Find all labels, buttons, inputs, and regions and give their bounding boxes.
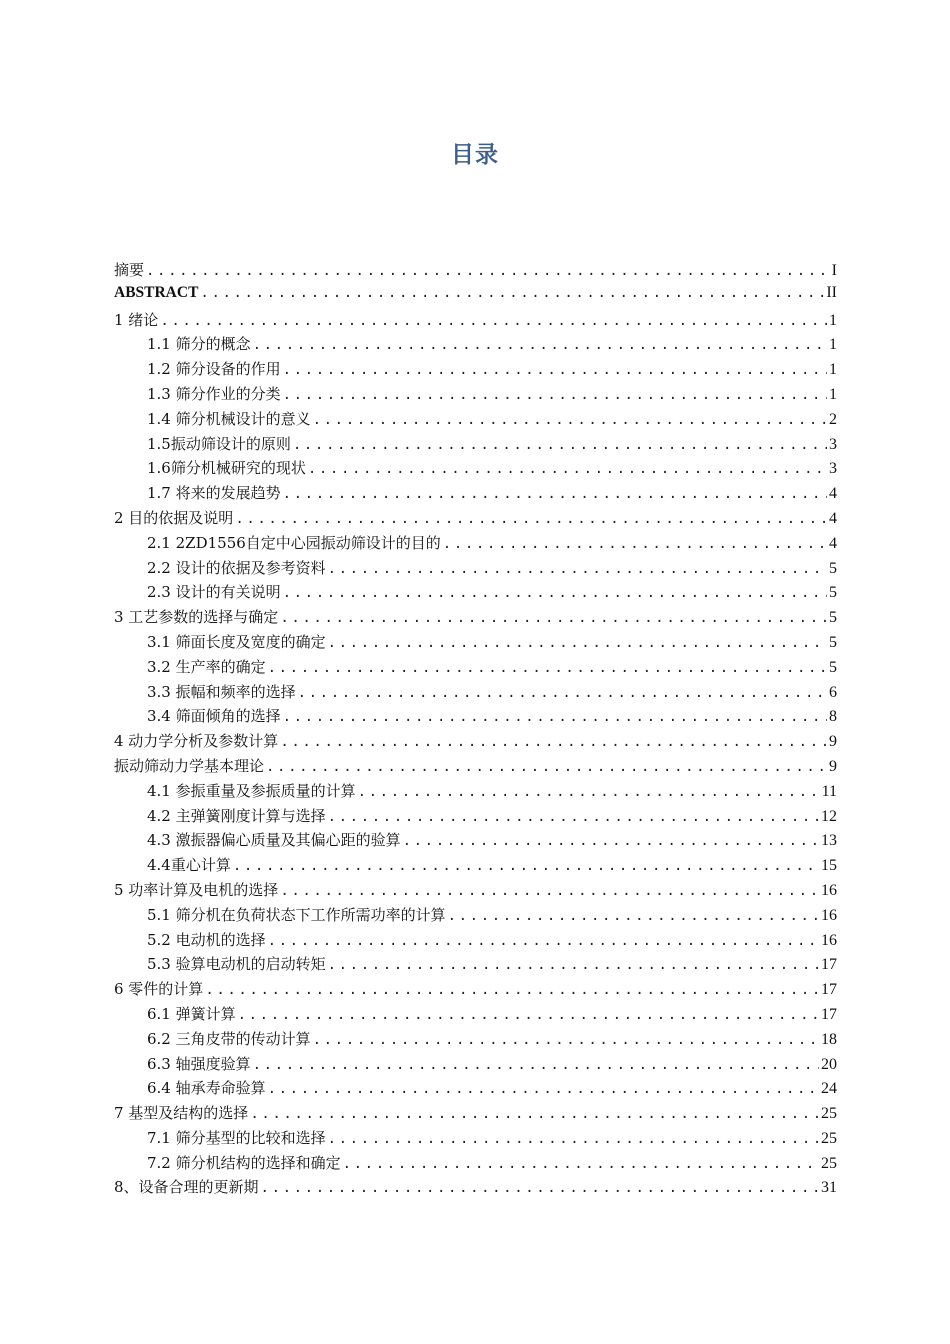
toc-dot-leader	[343, 1156, 819, 1172]
toc-entry-label: 5 功率计算及电机的选择	[114, 880, 279, 899]
toc-entry-label: 1.5振动筛设计的原则	[147, 434, 291, 453]
toc-entry-label: 4.1 参振重量及参振质量的计算	[147, 781, 356, 800]
toc-dot-leader	[443, 536, 827, 552]
toc-entry-label: 1.3 筛分作业的分类	[147, 384, 281, 403]
toc-dot-leader	[268, 933, 819, 949]
toc-dot-leader	[253, 337, 827, 353]
toc-entry[interactable]	[114, 879, 837, 904]
toc-entry[interactable]	[114, 1127, 837, 1152]
toc-entry[interactable]	[114, 904, 837, 929]
toc-entry-label: 7.2 筛分机结构的选择和确定	[147, 1153, 341, 1172]
toc-entry-page-number: 16	[821, 881, 837, 899]
toc-entry[interactable]	[114, 557, 837, 582]
toc-entry[interactable]	[114, 408, 837, 433]
toc-entry-page-number: 9	[829, 757, 837, 775]
toc-entry-page-number: 17	[821, 981, 837, 999]
toc-entry-page-number: II	[826, 283, 837, 301]
toc-dot-leader	[250, 1106, 819, 1122]
toc-entry-label: 3.3 振幅和频率的选择	[147, 682, 296, 701]
toc-entry[interactable]	[114, 333, 837, 358]
toc-entry-label: 5.2 电动机的选择	[147, 930, 266, 949]
toc-dot-leader	[313, 412, 827, 428]
toc-entry-page-number: I	[831, 262, 837, 279]
toc-entry[interactable]	[114, 1152, 837, 1177]
toc-entry-page-number: 9	[829, 733, 837, 751]
toc-entry-page-number: 1	[829, 385, 837, 403]
toc-entry-page-number: 4	[829, 485, 837, 503]
toc-entry-label: 1.4 筛分机械设计的意义	[147, 409, 311, 428]
toc-entry-page-number: 25	[821, 1105, 837, 1123]
toc-entry-page-number: 5	[829, 658, 837, 676]
toc-entry[interactable]	[114, 1053, 837, 1078]
toc-entry-label: 3.2 生产率的确定	[147, 657, 266, 676]
toc-dot-leader	[283, 362, 827, 378]
toc-dot-leader	[205, 982, 819, 998]
toc-entry-label: 4 动力学分析及参数计算	[114, 732, 279, 751]
toc-entry[interactable]	[114, 606, 837, 631]
toc-entry-label: 7 基型及结构的选择	[114, 1104, 249, 1123]
toc-entry-page-number: 6	[829, 683, 837, 701]
toc-dot-leader	[283, 486, 827, 502]
toc-entry[interactable]	[114, 309, 837, 334]
toc-entry-label: 2.1 2ZD1556自定中心园振动筛设计的目的	[147, 533, 441, 552]
toc-entry-page-number: 25	[821, 1129, 837, 1147]
toc-entry-label: 2 目的依据及说明	[114, 508, 234, 527]
toc-dot-leader	[328, 957, 819, 973]
toc-entry[interactable]	[114, 730, 837, 755]
toc-entry-label: 1 绪论	[114, 310, 159, 329]
toc-entry-page-number: 13	[821, 832, 837, 850]
toc-entry-label: ABSTRACT	[114, 283, 199, 301]
toc-entry[interactable]	[114, 482, 837, 507]
toc-dot-leader	[313, 1032, 819, 1048]
toc-entry-page-number: 17	[821, 1005, 837, 1023]
toc-entry[interactable]	[114, 854, 837, 879]
toc-dot-leader	[235, 511, 827, 527]
toc-entry-label: 3.1 筛面长度及宽度的确定	[147, 632, 326, 651]
toc-dot-leader	[266, 759, 827, 775]
toc-entry[interactable]	[114, 507, 837, 532]
toc-dot-leader	[283, 387, 827, 403]
toc-dot-leader	[283, 585, 827, 601]
toc-entry-label: 摘要	[114, 261, 145, 279]
toc-entry-label: 6.2 三角皮带的传动计算	[147, 1029, 311, 1048]
toc-entry-label: 5.1 筛分机在负荷状态下工作所需功率的计算	[147, 905, 446, 924]
toc-entry-page-number: 3	[829, 460, 837, 478]
toc-dot-leader	[358, 784, 820, 800]
toc-entry-label: 振动筛动力学基本理论	[114, 756, 265, 775]
toc-entry-page-number: 5	[829, 609, 837, 627]
toc-entry[interactable]	[114, 457, 837, 482]
toc-entry[interactable]	[114, 631, 837, 656]
toc-entry-label: 5.3 验算电动机的启动转矩	[147, 955, 326, 974]
toc-entry-page-number: 16	[821, 906, 837, 924]
toc-entry-page-number: 17	[821, 956, 837, 974]
toc-entry[interactable]	[114, 953, 837, 978]
toc-entry-page-number: 31	[821, 1179, 837, 1197]
toc-dot-leader	[328, 635, 827, 651]
toc-entry-label: 3 工艺参数的选择与确定	[114, 608, 279, 627]
toc-entry[interactable]	[114, 656, 837, 681]
toc-entry[interactable]	[114, 978, 837, 1003]
toc-entry-page-number: 5	[829, 633, 837, 651]
toc-entry[interactable]	[114, 358, 837, 383]
toc-dot-leader	[298, 685, 827, 701]
toc-dot-leader	[283, 709, 827, 725]
toc-dot-leader	[238, 1007, 819, 1023]
toc-entry-label: 4.4重心计算	[147, 856, 231, 875]
toc-entry-page-number: 5	[829, 584, 837, 602]
toc-entry[interactable]	[114, 433, 837, 458]
toc-entry[interactable]	[114, 581, 837, 606]
toc-entry-label: 6.3 轴强度验算	[147, 1054, 251, 1073]
toc-entry-label: 4.3 激振器偏心质量及其偏心距的验算	[147, 831, 401, 850]
toc-dot-leader	[293, 437, 827, 453]
toc-entry[interactable]	[114, 1102, 837, 1127]
toc-entry-page-number: 18	[821, 1030, 837, 1048]
toc-entry-label: 4.2 主弹簧刚度计算与选择	[147, 806, 326, 825]
toc-dot-leader	[233, 858, 819, 874]
toc-entry-page-number: 5	[829, 559, 837, 577]
toc-entry-page-number: 15	[821, 857, 837, 875]
toc-entry-page-number: 1	[829, 361, 837, 379]
toc-entry-label: 6.4 轴承寿命验算	[147, 1079, 266, 1098]
toc-entry-label: 6.1 弹簧计算	[147, 1004, 236, 1023]
toc-dot-leader	[253, 1057, 819, 1073]
toc-entry-page-number: 2	[829, 410, 837, 428]
toc-entry[interactable]	[114, 532, 837, 557]
toc-dot-leader	[261, 1180, 819, 1196]
toc-entry-label: 1.7 将来的发展趋势	[147, 484, 281, 503]
toc-dot-leader	[268, 1081, 819, 1097]
toc-entry-label: 1.6筛分机械研究的现状	[147, 459, 306, 478]
toc-entry[interactable]	[114, 705, 837, 730]
toc-entry[interactable]	[114, 805, 837, 830]
toc-dot-leader	[328, 809, 819, 825]
toc-entry[interactable]	[114, 755, 837, 780]
toc-dot-leader	[280, 883, 819, 899]
toc-entry-page-number: 8	[829, 708, 837, 726]
toc-entry-label: 8、设备合理的更新期	[114, 1178, 259, 1197]
toc-entry-label: 6 零件的计算	[114, 980, 204, 999]
toc-dot-leader	[200, 285, 824, 301]
toc-entry-page-number: 12	[821, 807, 837, 825]
toc-dot-leader	[328, 561, 827, 577]
toc-entry-page-number: 1	[829, 336, 837, 354]
toc-dot-leader	[268, 660, 827, 676]
toc-entry-page-number: 3	[829, 435, 837, 453]
toc-dot-leader	[280, 610, 827, 626]
toc-entry-page-number: 4	[829, 509, 837, 527]
toc-entry[interactable]	[114, 780, 837, 805]
page-title: 目录	[451, 142, 499, 168]
toc-entry[interactable]	[114, 929, 837, 954]
toc-entry-page-number: 16	[821, 931, 837, 949]
toc-dot-leader	[328, 1131, 819, 1147]
toc-dot-leader	[160, 313, 827, 329]
toc-entry[interactable]	[114, 1003, 837, 1028]
toc-entry[interactable]	[114, 1028, 837, 1053]
toc-entry-page-number: 25	[821, 1154, 837, 1172]
toc-entry-page-number: 4	[829, 534, 837, 552]
toc-entry-label: 3.4 筛面倾角的选择	[147, 707, 281, 726]
toc-entry-label: 2.3 设计的有关说明	[147, 583, 281, 602]
toc-entry-page-number: 24	[821, 1080, 837, 1098]
toc-entry[interactable]	[114, 284, 837, 309]
toc-entry-page-number: 1	[829, 311, 837, 329]
toc-entry[interactable]	[114, 1077, 837, 1102]
toc-entry[interactable]	[114, 383, 837, 408]
toc-dot-leader	[308, 461, 827, 477]
toc-entry[interactable]	[114, 829, 837, 854]
toc-entry[interactable]	[114, 1176, 837, 1201]
toc-entry-label: 7.1 筛分基型的比较和选择	[147, 1128, 326, 1147]
toc-entry-label: 1.1 筛分的概念	[147, 335, 251, 354]
toc-entry[interactable]	[114, 681, 837, 706]
toc-entry-label: 2.2 设计的依据及参考资料	[147, 558, 326, 577]
toc-dot-leader	[403, 833, 819, 849]
table-of-contents	[114, 259, 837, 1201]
toc-dot-leader	[280, 734, 827, 750]
toc-entry-page-number: 20	[821, 1055, 837, 1073]
toc-dot-leader	[146, 263, 830, 279]
toc-entry-label: 1.2 筛分设备的作用	[147, 360, 281, 379]
toc-entry[interactable]	[114, 259, 837, 284]
toc-entry-page-number: 11	[821, 782, 837, 800]
toc-dot-leader	[448, 908, 819, 924]
